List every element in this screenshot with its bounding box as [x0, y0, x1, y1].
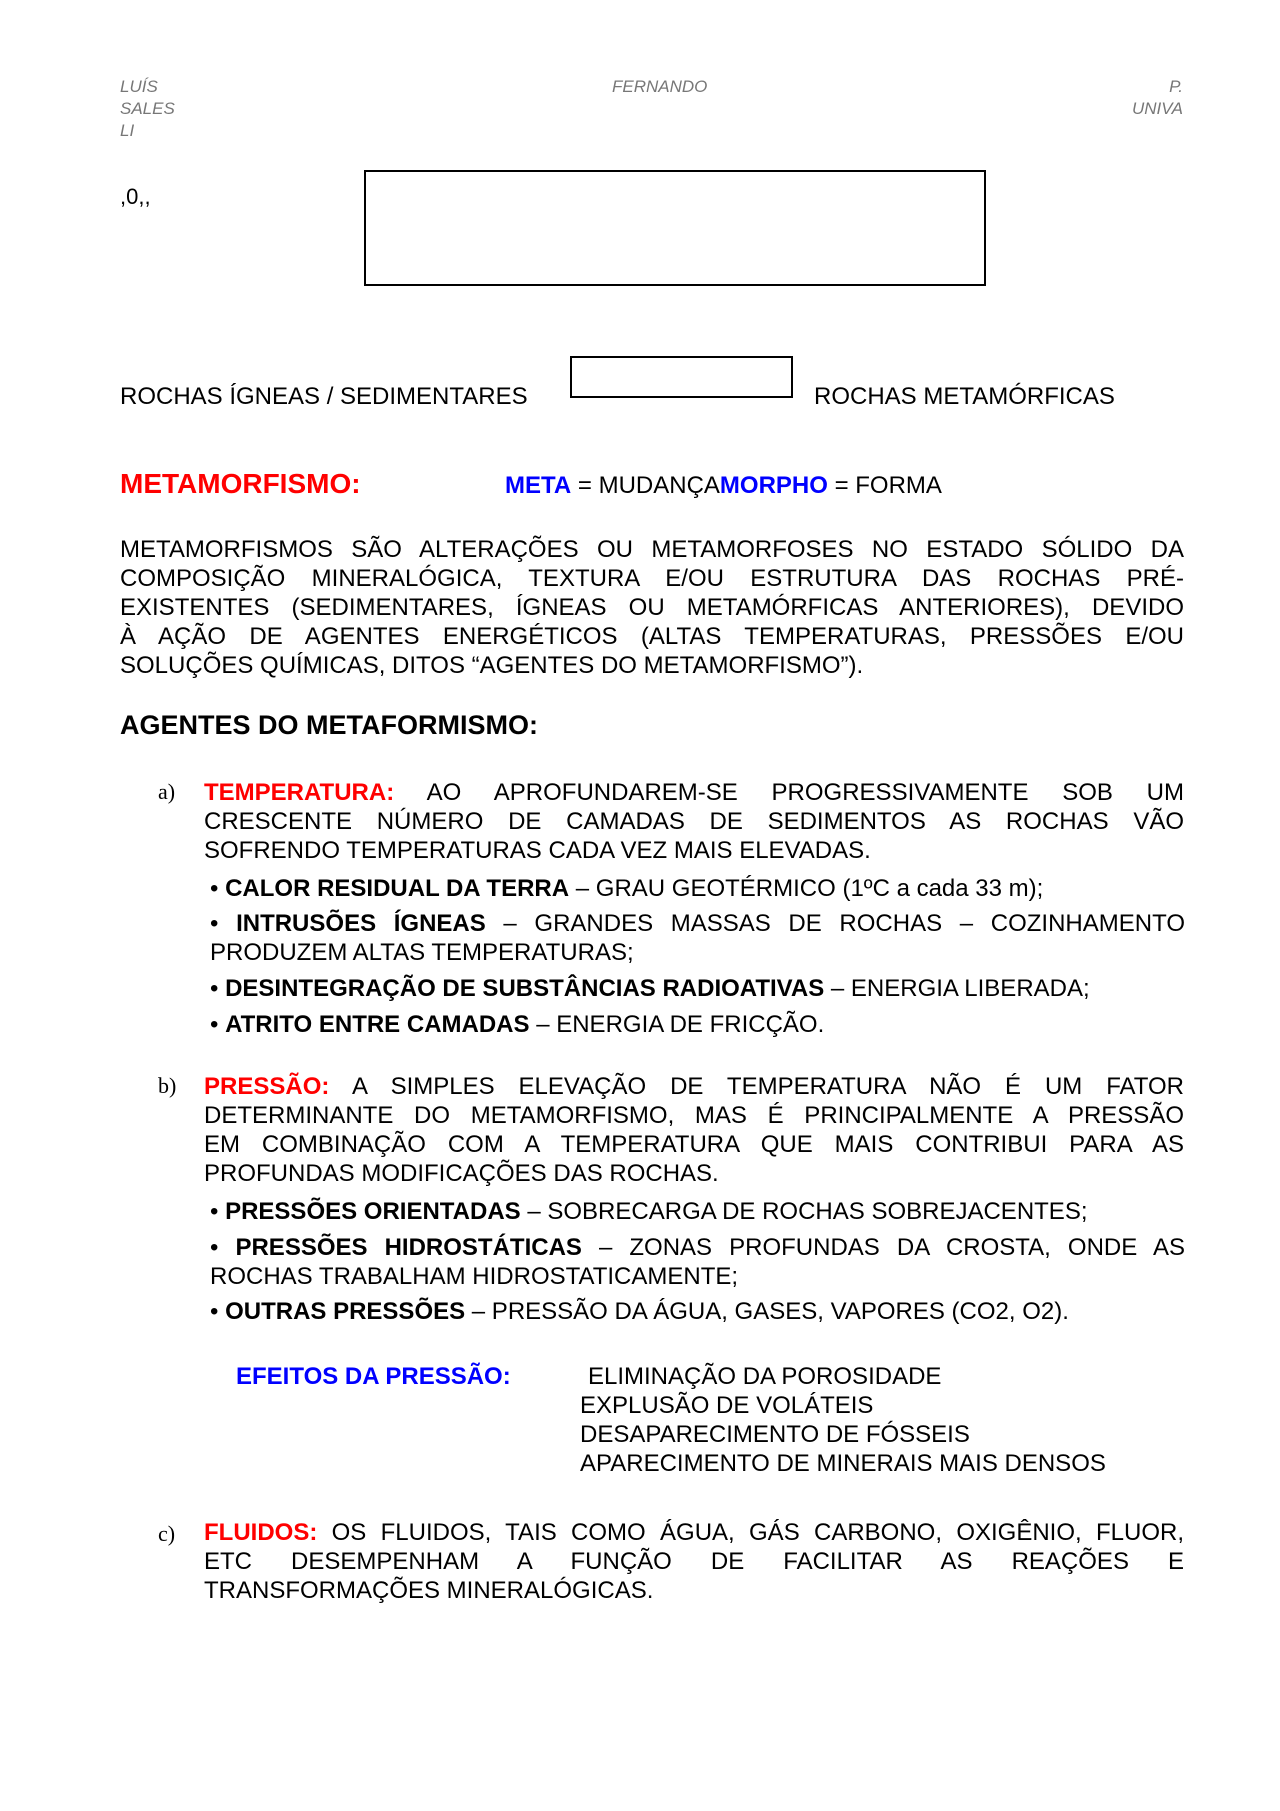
bullet-line — [210, 1233, 1185, 1262]
effect-item: ELIMINAÇÃO DA POROSIDADE — [588, 1363, 942, 1390]
effects-title: EFEITOS DA PRESSÃO: — [236, 1363, 511, 1390]
bullet-item — [210, 909, 1185, 967]
bullet-icon: • — [210, 1298, 226, 1325]
bullet-bold: CALOR RESIDUAL DA TERRA — [225, 875, 570, 902]
top-mark: ,0,, — [120, 184, 151, 209]
agent-a-line: CRESCENTE NÚMERO DE CAMADAS DE SEDIMENTOS AS ROCHAS VÃO — [204, 808, 1184, 835]
morpho-word: MORPHO — [719, 472, 828, 499]
bullet-icon: • — [210, 875, 226, 902]
header-right-line: P. — [1169, 77, 1183, 96]
bullet-icon: • — [210, 910, 237, 937]
agent-pressao — [204, 1072, 1184, 1188]
definition-line: METAMORFISMOS SÃO ALTERAÇÕES OU METAMORFOSES NO ESTADO SÓLIDO DA — [120, 536, 1184, 563]
header-left — [120, 76, 175, 142]
bullet-item — [210, 1197, 1185, 1226]
bullet-text: – GRANDES MASSAS DE ROCHAS – COZINHAMENTO — [485, 910, 1185, 937]
agent-b-title: PRESSÃO: — [204, 1073, 330, 1100]
bullet-bold: OUTRAS PRESSÕES — [225, 1298, 466, 1325]
rock-left-label: ROCHAS ÍGNEAS / SEDIMENTARES — [120, 383, 528, 410]
definition-line: EXISTENTES (SEDIMENTARES, ÍGNEAS OU METAMÓRFICAS ANTERIORES), DEVIDO — [120, 594, 1184, 621]
agent-b-line: EM COMBINAÇÃO COM A TEMPERATURA QUE MAIS CONTRIBUI PARA AS — [204, 1131, 1184, 1158]
agents-title: AGENTES DO METAFORMISMO: — [120, 710, 538, 740]
bullet-item — [210, 874, 1185, 903]
header-left-line: LUÍS — [120, 77, 158, 96]
bullet-bold: DESINTEGRAÇÃO DE SUBSTÂNCIAS RADIOATIVAS — [225, 975, 825, 1002]
bullet-icon: • — [210, 1234, 236, 1261]
bullet-text: – GRAU GEOTÉRMICO (1ºC a cada 33 m); — [569, 875, 1044, 902]
bullet-item — [210, 1233, 1185, 1291]
agent-c-line: TRANSFORMAÇÕES MINERALÓGICAS. — [204, 1577, 654, 1604]
bullet-icon: • — [210, 1198, 226, 1225]
agent-c-title: FLUIDOS: — [204, 1519, 318, 1546]
bullet-item — [210, 1297, 1185, 1326]
effect-item: DESAPARECIMENTO DE FÓSSEIS — [580, 1421, 970, 1448]
bullet-icon: • — [210, 1011, 226, 1038]
bullet-text: – PRESSÃO DA ÁGUA, GASES, VAPORES (CO2, O2). — [465, 1298, 1069, 1325]
list-marker-a: a) — [158, 779, 176, 804]
agent-a-line — [204, 778, 1184, 807]
bullet-bold: INTRUSÕES ÍGNEAS — [236, 910, 486, 937]
bullet-text: – ZONAS PROFUNDAS DA CROSTA, ONDE AS — [581, 1234, 1186, 1261]
bullet-item — [210, 1010, 1185, 1039]
bullet-text: – ENERGIA LIBERADA; — [824, 975, 1090, 1002]
bullet-continuation: PRODUZEM ALTAS TEMPERATURAS; — [210, 939, 634, 966]
rock-right-label: ROCHAS METAMÓRFICAS — [814, 383, 1115, 410]
header-right — [1132, 76, 1183, 120]
bullet-text: – SOBRECARGA DE ROCHAS SOBREJACENTES; — [520, 1198, 1088, 1225]
agent-c-line: ETC DESEMPENHAM A FUNÇÃO DE FACILITAR AS REAÇÕES E — [204, 1548, 1184, 1575]
agent-a-text: AO APROFUNDAREM-SE PROGRESSIVAMENTE SOB UM — [394, 779, 1184, 806]
morpho-def: = FORMA — [827, 472, 942, 499]
agent-b-line — [204, 1072, 1184, 1101]
agent-temperatura — [204, 778, 1184, 865]
bullet-bold: PRESSÕES ORIENTADAS — [225, 1198, 521, 1225]
definition-line: COMPOSIÇÃO MINERALÓGICA, TEXTURA E/OU ESTRUTURA DAS ROCHAS PRÉ- — [120, 565, 1184, 592]
definition-line: SOLUÇÕES QUÍMICAS, DITOS “AGENTES DO METAMORFISMO”). — [120, 652, 864, 679]
list-marker-b: b) — [158, 1073, 177, 1098]
bullet-bold: PRESSÕES HIDROSTÁTICAS — [235, 1234, 582, 1261]
agent-a-title: TEMPERATURA: — [204, 779, 395, 806]
agent-fluidos — [204, 1518, 1184, 1605]
bullet-bold: ATRITO ENTRE CAMADAS — [225, 1011, 530, 1038]
etymology — [505, 471, 942, 500]
effects-list — [580, 1362, 1106, 1478]
bullet-item — [210, 974, 1185, 1003]
meta-def: = MUDANÇA — [571, 472, 720, 499]
definition-line: À AÇÃO DE AGENTES ENERGÉTICOS (ALTAS TEMPERATURAS, PRESSÕES E/OU — [120, 623, 1184, 650]
blank-box-small — [570, 356, 793, 398]
agent-c-text: OS FLUIDOS, TAIS COMO ÁGUA, GÁS CARBONO, OXIGÊNIO, FLUOR, — [317, 1519, 1184, 1546]
bullet-icon: • — [210, 975, 226, 1002]
bullet-text: – ENERGIA DE FRICÇÃO. — [529, 1011, 825, 1038]
header-center: FERNANDO — [612, 77, 708, 96]
definition-paragraph — [120, 535, 1184, 680]
agent-c-line — [204, 1518, 1184, 1547]
header-right-line: UNIVA — [1131, 99, 1183, 118]
effect-item: EXPLUSÃO DE VOLÁTEIS — [580, 1392, 874, 1419]
list-marker-c: c) — [158, 1521, 176, 1546]
header-left-line: LI — [120, 121, 135, 140]
agent-b-line: DETERMINANTE DO METAMORFISMO, MAS É PRINCIPALMENTE A PRESSÃO — [204, 1102, 1184, 1129]
meta-word: META — [505, 472, 572, 499]
metamorfismo-title: METAMORFISMO: — [120, 468, 361, 499]
agent-a-line: SOFRENDO TEMPERATURAS CADA VEZ MAIS ELEVADAS. — [204, 837, 871, 864]
header-left-line: SALES — [120, 99, 175, 118]
effect-item: APARECIMENTO DE MINERAIS MAIS DENSOS — [580, 1450, 1106, 1477]
bullet-continuation: ROCHAS TRABALHAM HIDROSTATICAMENTE; — [210, 1263, 739, 1290]
agent-b-line: PROFUNDAS MODIFICAÇÕES DAS ROCHAS. — [204, 1160, 719, 1187]
agent-b-text: A SIMPLES ELEVAÇÃO DE TEMPERATURA NÃO É UM FATOR — [329, 1073, 1184, 1100]
blank-box-large — [364, 170, 986, 286]
bullet-line — [210, 909, 1185, 938]
